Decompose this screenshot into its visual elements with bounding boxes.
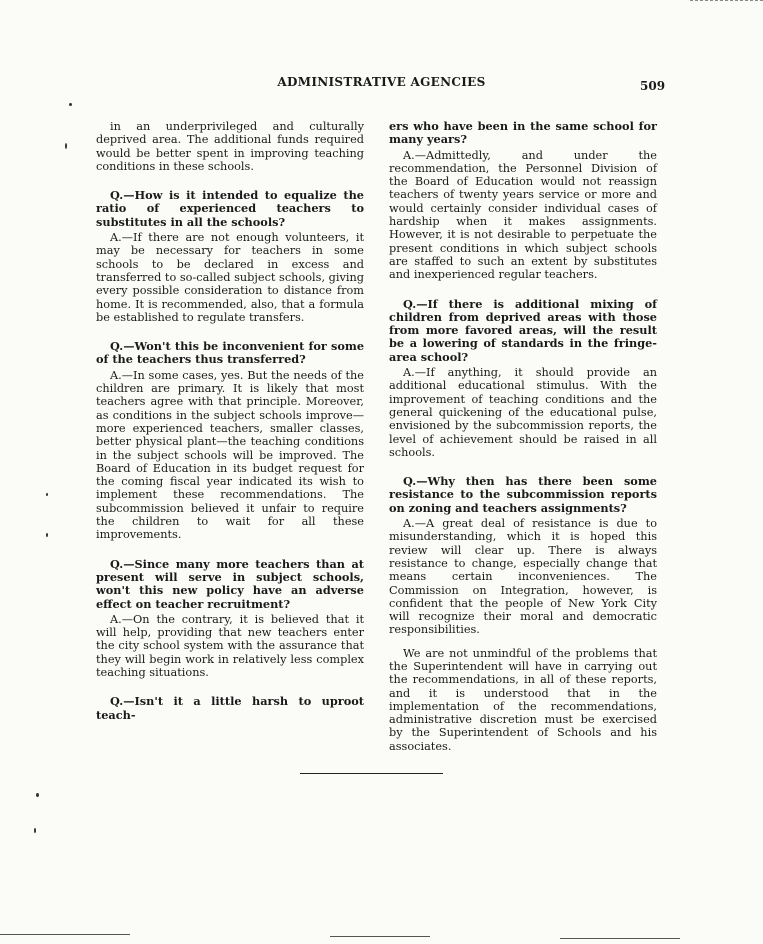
question: Q.—Since many more teachers than at present will serve in subject schools, won't this new policy have an adverse effect on teacher recruitment? [96, 556, 364, 611]
scan-speck [36, 793, 39, 797]
answer: A.—If anything, it should provide an additional educational stimulus. With the improvement of teaching conditions and the general quickening of the educational pulse, envisioned by the subcommission reports, the level of achievement should be raised in all schools. [389, 366, 657, 459]
running-header: ADMINISTRATIVE AGENCIES [277, 75, 486, 89]
answer: A.—A great deal of resistance is due to misunderstanding, which it is hoped this review will clear up. There is always resistance to change, especially change that means certain inconveniences. The Commission on Integration, however, is confident that the people of New York City will recognize their moral and democratic responsibilities. [389, 517, 657, 637]
question: Q.—If there is additional mixing of children from deprived areas with those from more favored areas, will the result be a lowering of standards in the fringe-area school? [389, 296, 657, 364]
scan-bottom-line [330, 936, 430, 937]
answer: A.—In some cases, yes. But the needs of the children are primary. It is likely that most teachers agree with that principle. Moreover, as conditions in the subject schools improve—more experienced teachers, smaller classes, better physical plant—the teaching conditions in the subject schools will be improved. The Board of Education in its budget request for the coming fiscal year indicated its wish to implement these recommendations. The subcommission believed it unfair to require the children to wait for all these improvements. [96, 368, 364, 542]
footer-rule [300, 773, 443, 774]
answer: A.—If there are not enough volunteers, it may be necessary for teachers in some schools to be declared in excess and transferred to so-called subject schools, giving every possible consideration to distance from home. It is recommended, also, that a formula be established to regulate transfers. [96, 231, 364, 324]
scan-speck [46, 493, 48, 496]
page-number: 509 [640, 79, 666, 93]
scan-speck [65, 143, 67, 149]
question-continuation: ers who have been in the same school for many years? [389, 119, 657, 147]
answer: A.—On the contrary, it is believed that it will help, providing that new teachers enter the city school system with the assurance that they will begin work in relatively less complex teaching situations. [96, 612, 364, 679]
scan-speck [46, 533, 48, 537]
scan-bottom-line [0, 934, 130, 935]
paragraph-continuation: in an underprivileged and culturally deprived area. The additional funds required would be better spent in improving teaching conditions in these schools. [96, 120, 364, 173]
scan-bottom-line [560, 938, 680, 939]
scan-speck [69, 103, 72, 106]
question: Q.—How is it intended to equalize the ratio of experienced teachers to substitutes in all the schools? [96, 188, 364, 229]
left-column [96, 120, 364, 724]
scan-speck [34, 828, 36, 833]
question: Q.—Why then has there been some resistance to the subcommission reports on zoning and teachers assignments? [389, 474, 657, 515]
question: Q.—Isn't it a little harsh to uproot teach- [96, 694, 364, 722]
scan-top-dashes [690, 0, 763, 4]
answer: A.—Admittedly, and under the recommendation, the Personnel Division of the Board of Education would not reassign teachers of twenty years service or more and would certainly consider individual cases of hardship when it makes assignments. However, it is not desirable to perpetuate the present conditions in which subject schools are staffed to such an extent by substitutes and inexperienced regular teachers. [389, 148, 657, 282]
question: Q.—Won't this be inconvenient for some of the teachers thus transferred? [96, 339, 364, 367]
right-column [389, 120, 657, 753]
closing-paragraph: We are not unmindful of the problems that the Superintendent will have in carrying out the recommendations, in all of these reports, and it is understood that in the implementation of the recommendations, administrative discretion must be exercised by the Superintendent of Schools and his associates. [389, 646, 657, 753]
